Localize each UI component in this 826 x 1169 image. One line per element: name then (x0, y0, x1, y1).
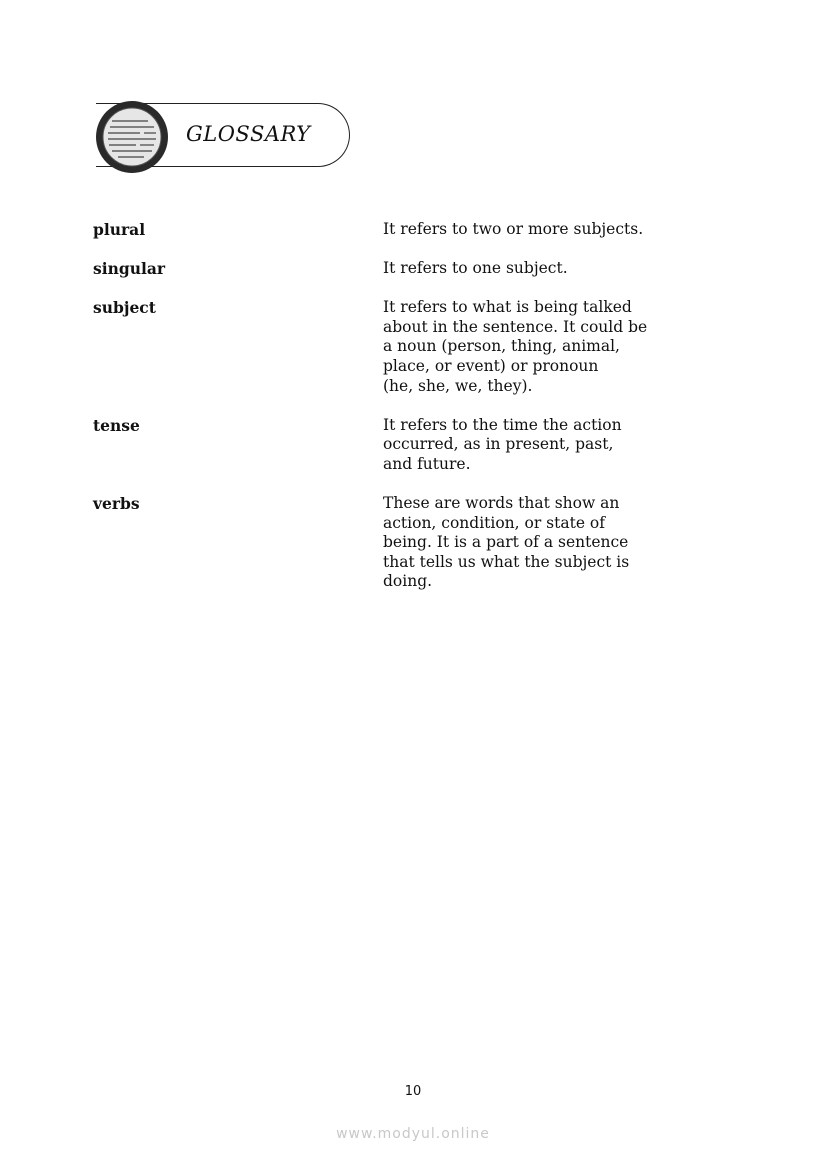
glossary-entry (93, 416, 693, 475)
glossary-term: plural (93, 220, 146, 239)
glossary-entry (93, 220, 693, 240)
glossary-term: singular (93, 259, 166, 279)
page-title: GLOSSARY (186, 122, 311, 146)
glossary-list (93, 220, 693, 611)
watermark: www.modyul.online (336, 1126, 490, 1142)
glossary-entry (93, 298, 693, 396)
glossary-entry (93, 259, 693, 279)
glossary-definition: It refers to the time the action occurred, as in present, past, and future. (383, 415, 622, 473)
glossary-term: tense (93, 415, 140, 435)
glossary-term: subject (93, 298, 156, 318)
document-seal-icon (96, 101, 168, 173)
page-number: 10 (404, 1084, 422, 1099)
glossary-definition: It refers to one subject. (383, 259, 568, 278)
glossary-entry (93, 494, 693, 592)
glossary-definition: It refers to two or more subjects. (383, 220, 644, 238)
glossary-definition: It refers to what is being talked about in the sentence. It could be a noun (person, thing, animal, place, or event) or pronoun (he, she, we, they). (383, 298, 648, 395)
glossary-term: verbs (93, 493, 140, 513)
glossary-definition: These are words that show an action, condition, or state of being. It is a part of a sentence that tells us what the subject is doing. (383, 493, 630, 591)
